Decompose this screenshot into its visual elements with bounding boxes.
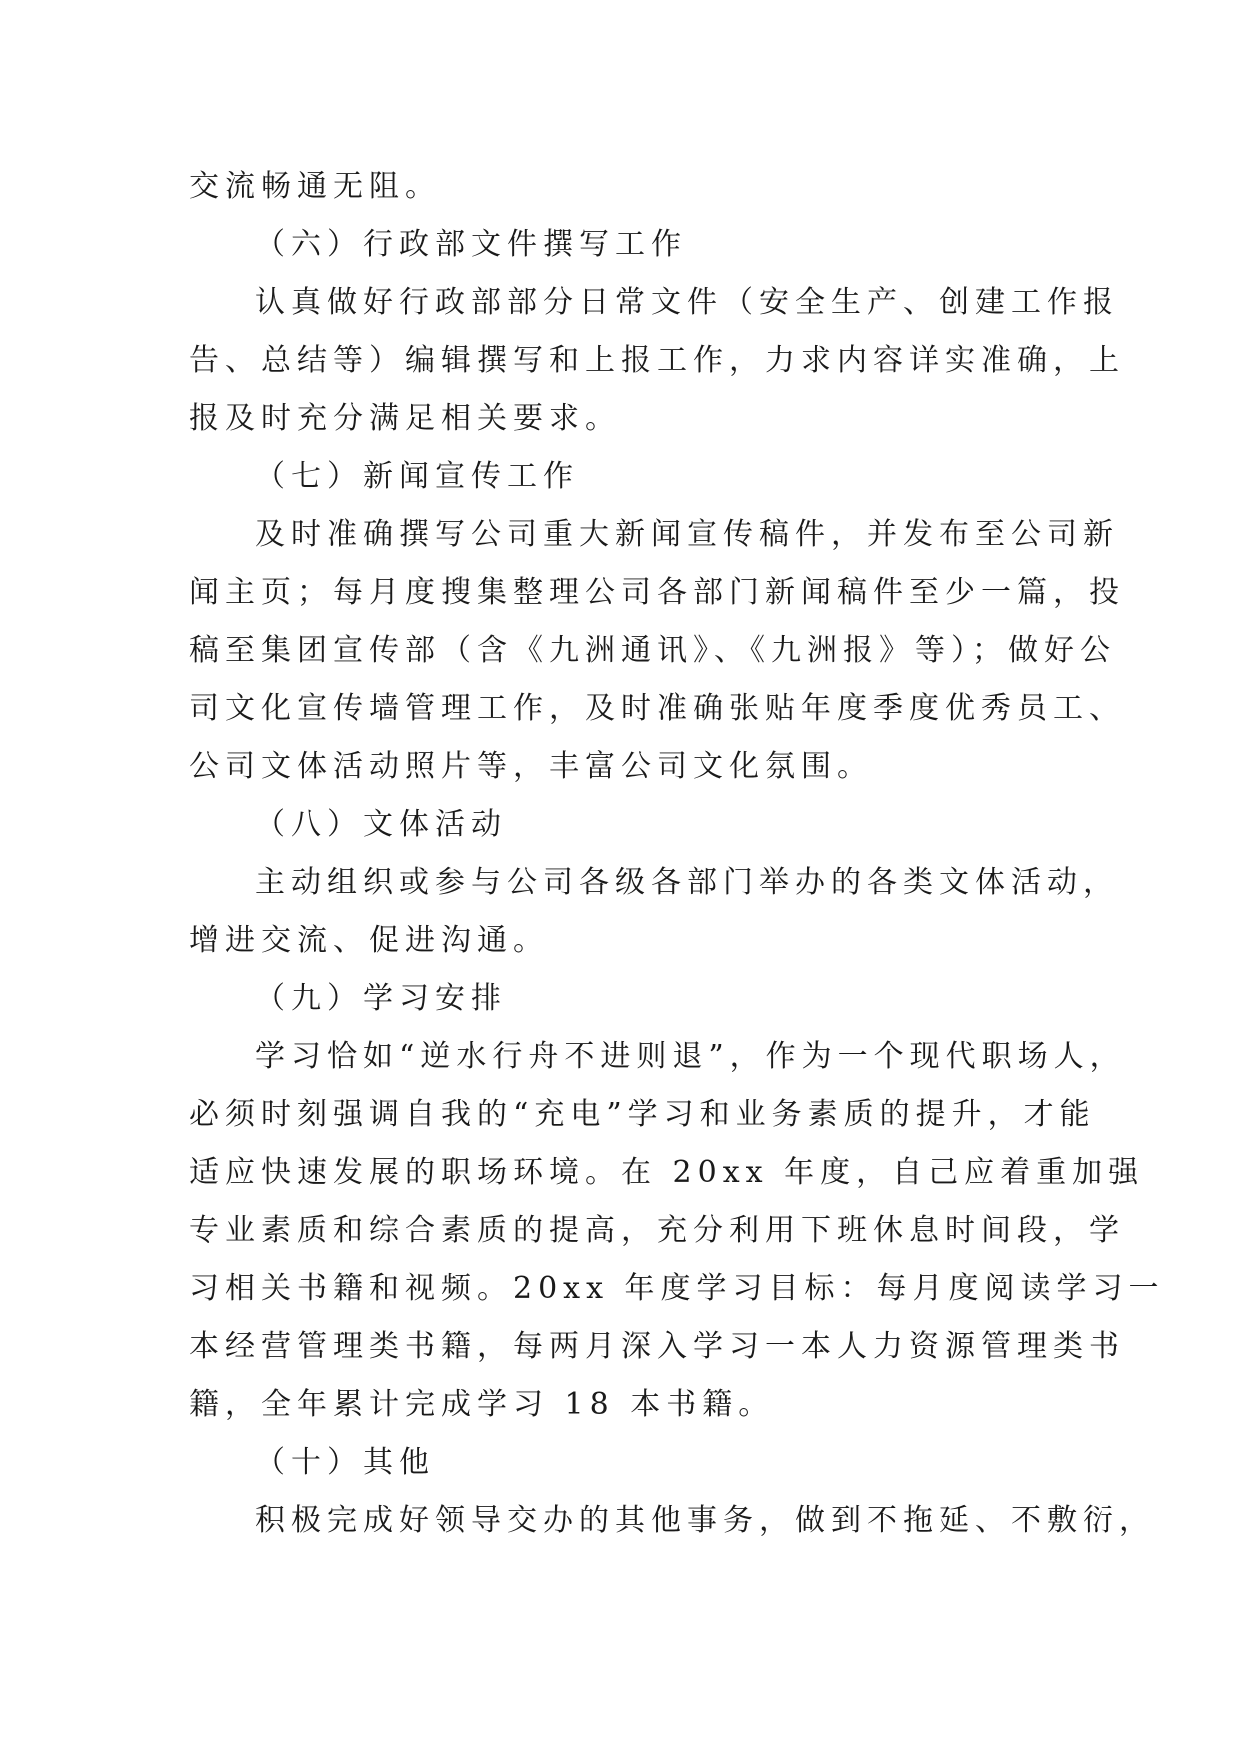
section-heading-6: （六）行政部文件撰写工作	[255, 227, 687, 262]
paragraph-line: 本经营管理类书籍，每两月深入学习一本人力资源管理类书	[189, 1329, 1125, 1364]
paragraph-line: 增进交流、促进沟通。	[189, 923, 549, 958]
paragraph-line: 闻主页；每月度搜集整理公司各部门新闻稿件至少一篇，投	[189, 575, 1125, 610]
paragraph-line: 稿至集团宣传部（含《九洲通讯》、《九洲报》等）；做好公	[189, 633, 1116, 668]
paragraph-line: 司文化宣传墙管理工作，及时准确张贴年度季度优秀员工、	[189, 691, 1125, 726]
paragraph-line: 必须时刻强调自我的“充电”学习和业务素质的提升，才能	[189, 1097, 1096, 1132]
paragraph-line: 及时准确撰写公司重大新闻宣传稿件，并发布至公司新	[255, 517, 1119, 552]
paragraph-line: 主动组织或参与公司各级各部门举办的各类文体活动，	[255, 865, 1119, 900]
section-heading-10: （十）其他	[255, 1445, 435, 1480]
paragraph-line: 交流畅通无阻。	[189, 169, 441, 204]
section-heading-8: （八）文体活动	[255, 807, 507, 842]
paragraph-line: 学习恰如“逆水行舟不进则退”，作为一个现代职场人，	[255, 1039, 1126, 1074]
paragraph-line: 认真做好行政部部分日常文件（安全生产、创建工作报	[255, 285, 1119, 320]
paragraph-line: 公司文体活动照片等，丰富公司文化氛围。	[189, 749, 873, 784]
section-heading-7: （七）新闻宣传工作	[255, 459, 579, 494]
section-heading-9: （九）学习安排	[255, 981, 507, 1016]
paragraph-line: 报及时充分满足相关要求。	[189, 401, 621, 436]
paragraph-line: 籍，全年累计完成学习 18 本书籍。	[189, 1387, 775, 1422]
paragraph-line: 专业素质和综合素质的提高，充分利用下班休息时间段，学	[189, 1213, 1125, 1248]
paragraph-line: 习相关书籍和视频。20xx 年度学习目标：每月度阅读学习一	[189, 1271, 1165, 1306]
paragraph-line: 告、总结等）编辑撰写和上报工作，力求内容详实准确，上	[189, 343, 1125, 378]
paragraph-line: 积极完成好领导交办的其他事务，做到不拖延、不敷衍，	[255, 1503, 1155, 1538]
paragraph-line: 适应快速发展的职场环境。在 20xx 年度，自己应着重加强	[189, 1155, 1145, 1190]
